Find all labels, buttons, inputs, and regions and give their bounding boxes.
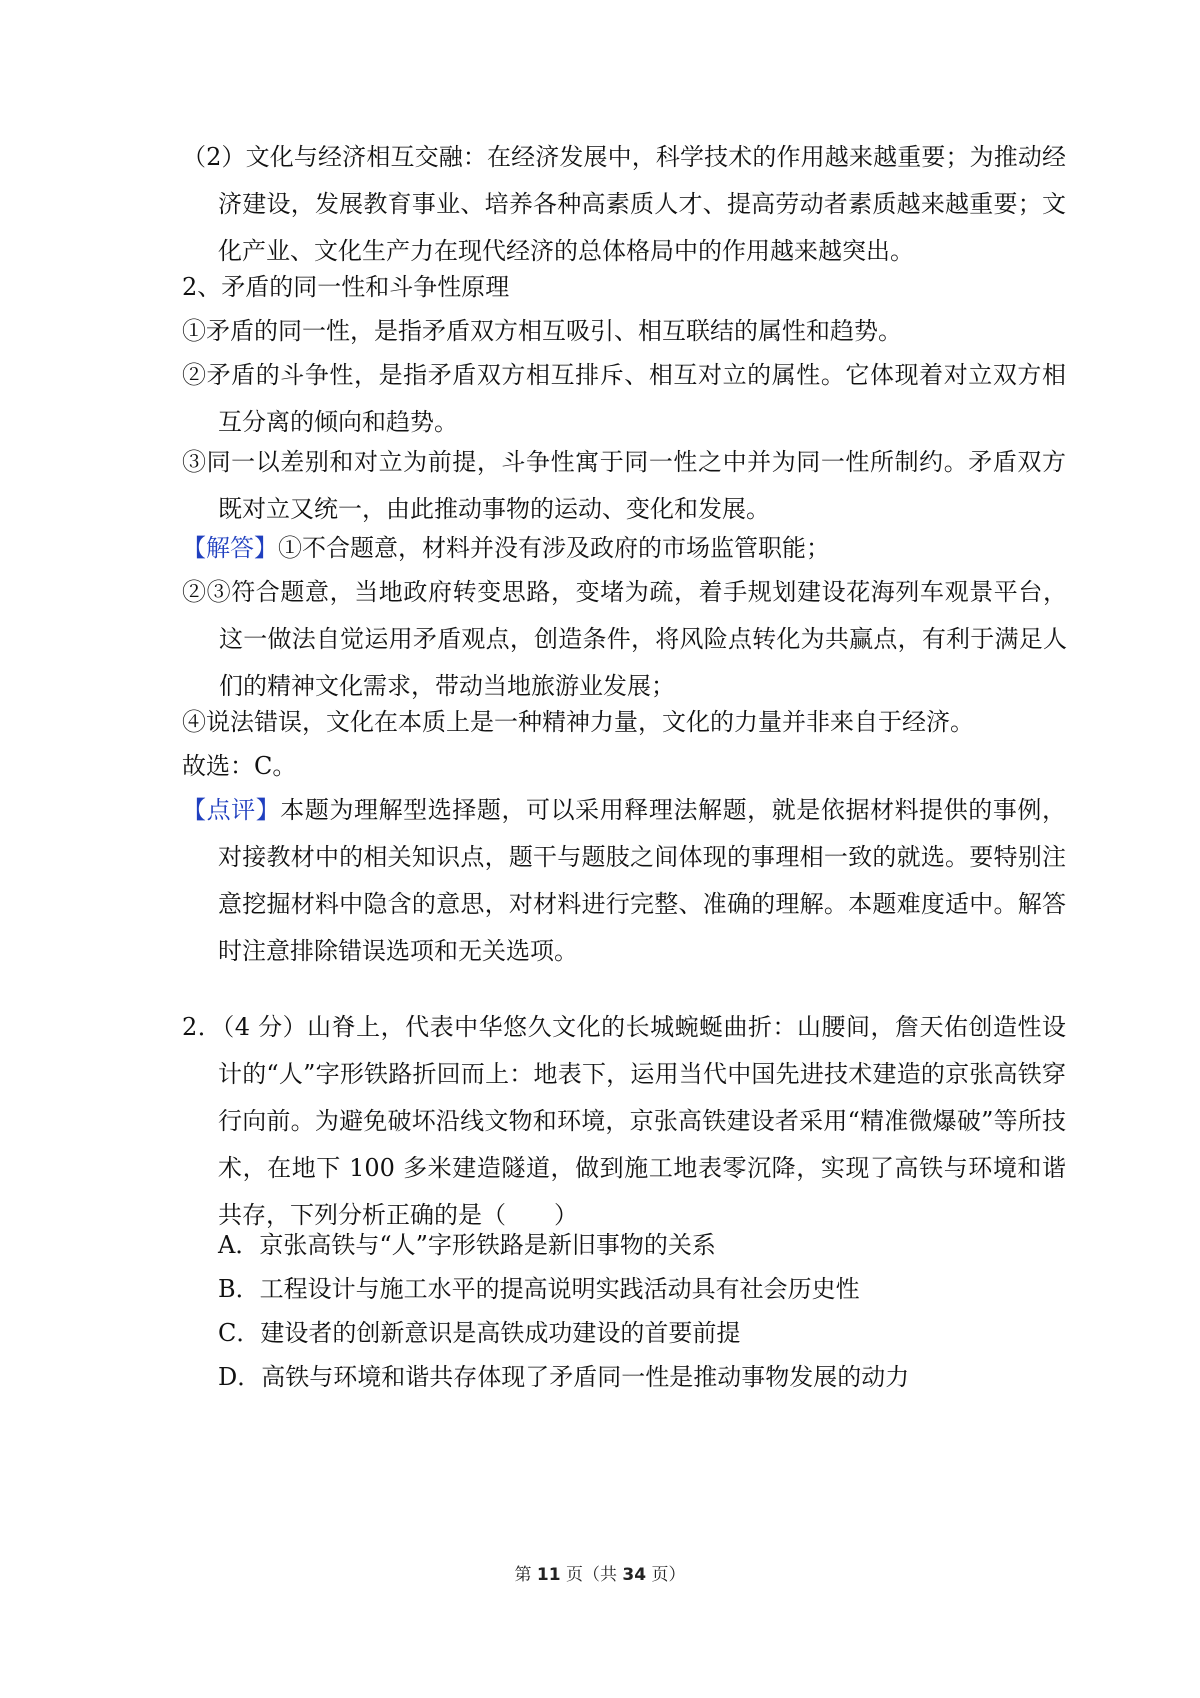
page-footer [0,1560,1200,1585]
option-d: D．高铁与环境和谐共存体现了矛盾同一性是推动事物发展的动力 [218,1363,910,1391]
answer-line-2: ②③符合题意，当地政府转变思路，变堵为疏，着手规划建设花海列车观景平台，这一做法自觉运用矛盾观点，创造条件，将风险点转化为共赢点，有利于满足人们的精神文化需求，带动当地旅游业发展； [182,578,1067,700]
footer-suffix: 页） [651,1565,686,1585]
footer-middle: 页（共 [566,1565,617,1585]
answer-line-1 [182,525,1030,572]
question-stem: 2．（4 分）山脊上，代表中华悠久文化的长城蜿蜒曲折：山腰间，詹天佑创造性设计的“人”字形铁路折回而上：地表下，运用当代中国先进技术建造的京张高铁穿行向前。为避免破坏沿线文物和环境，京张高铁建设者采用“精准微爆破”等所技术，在地下 100 多米建造隧道，做到施工地表零沉降，实现了高铁与环境和谐共存，下列分析正确的是（ ） [182,1013,1066,1229]
option-b: B．工程设计与施工水平的提高说明实践活动具有社会历史性 [218,1275,860,1303]
option-a: A．京张高铁与“人”字形铁路是新旧事物的关系 [218,1231,716,1259]
knowledge-item-2: ②矛盾的斗争性，是指矛盾双方相互排斥、相互对立的属性。它体现着对立双方相互分离的倾向和趋势。 [182,361,1066,436]
knowledge-point-2-2: （2）文化与经济相互交融：在经济发展中，科学技术的作用越来越重要；为推动经济建设，发展教育事业、培养各种高素质人才、提高劳动者素质越来越重要；文化产业、文化生产力在现代经济的总体格局中的作用越来越突出。 [182,143,1066,265]
comment-tag: 【点评】 [182,796,281,824]
footer-total-pages: 34 [622,1565,647,1585]
answer-text-1: ①不合题意，材料并没有涉及政府的市场监管职能； [278,534,830,562]
option-c: C．建设者的创新意识是高铁成功建设的首要前提 [218,1319,741,1347]
answer-choice: 故选：C。 [182,752,297,780]
knowledge-item-3: ③同一以差别和对立为前提，斗争性寓于同一性之中并为同一性所制约。矛盾双方既对立又统一，由此推动事物的运动、变化和发展。 [182,448,1066,523]
knowledge-heading-2: 2、矛盾的同一性和斗争性原理 [182,273,510,301]
knowledge-item-1: ①矛盾的同一性，是指矛盾双方相互吸引、相互联结的属性和趋势。 [182,317,902,345]
footer-prefix: 第 [514,1565,532,1585]
answer-tag: 【解答】 [182,534,278,562]
answer-line-3: ④说法错误，文化在本质上是一种精神力量，文化的力量并非来自于经济。 [182,708,974,736]
comment-text: 本题为理解型选择题，可以采用释理法解题，就是依据材料提供的事例，对接教材中的相关知识点，题干与题肢之间体现的事理相一致的就选。要特别注意挖掘材料中隐含的意思，对材料进行完整、准确的理解。本题难度适中。解答时注意排除错误选项和无关选项。 [218,796,1067,965]
footer-page-number: 11 [536,1565,561,1585]
comment-block [182,787,1066,975]
